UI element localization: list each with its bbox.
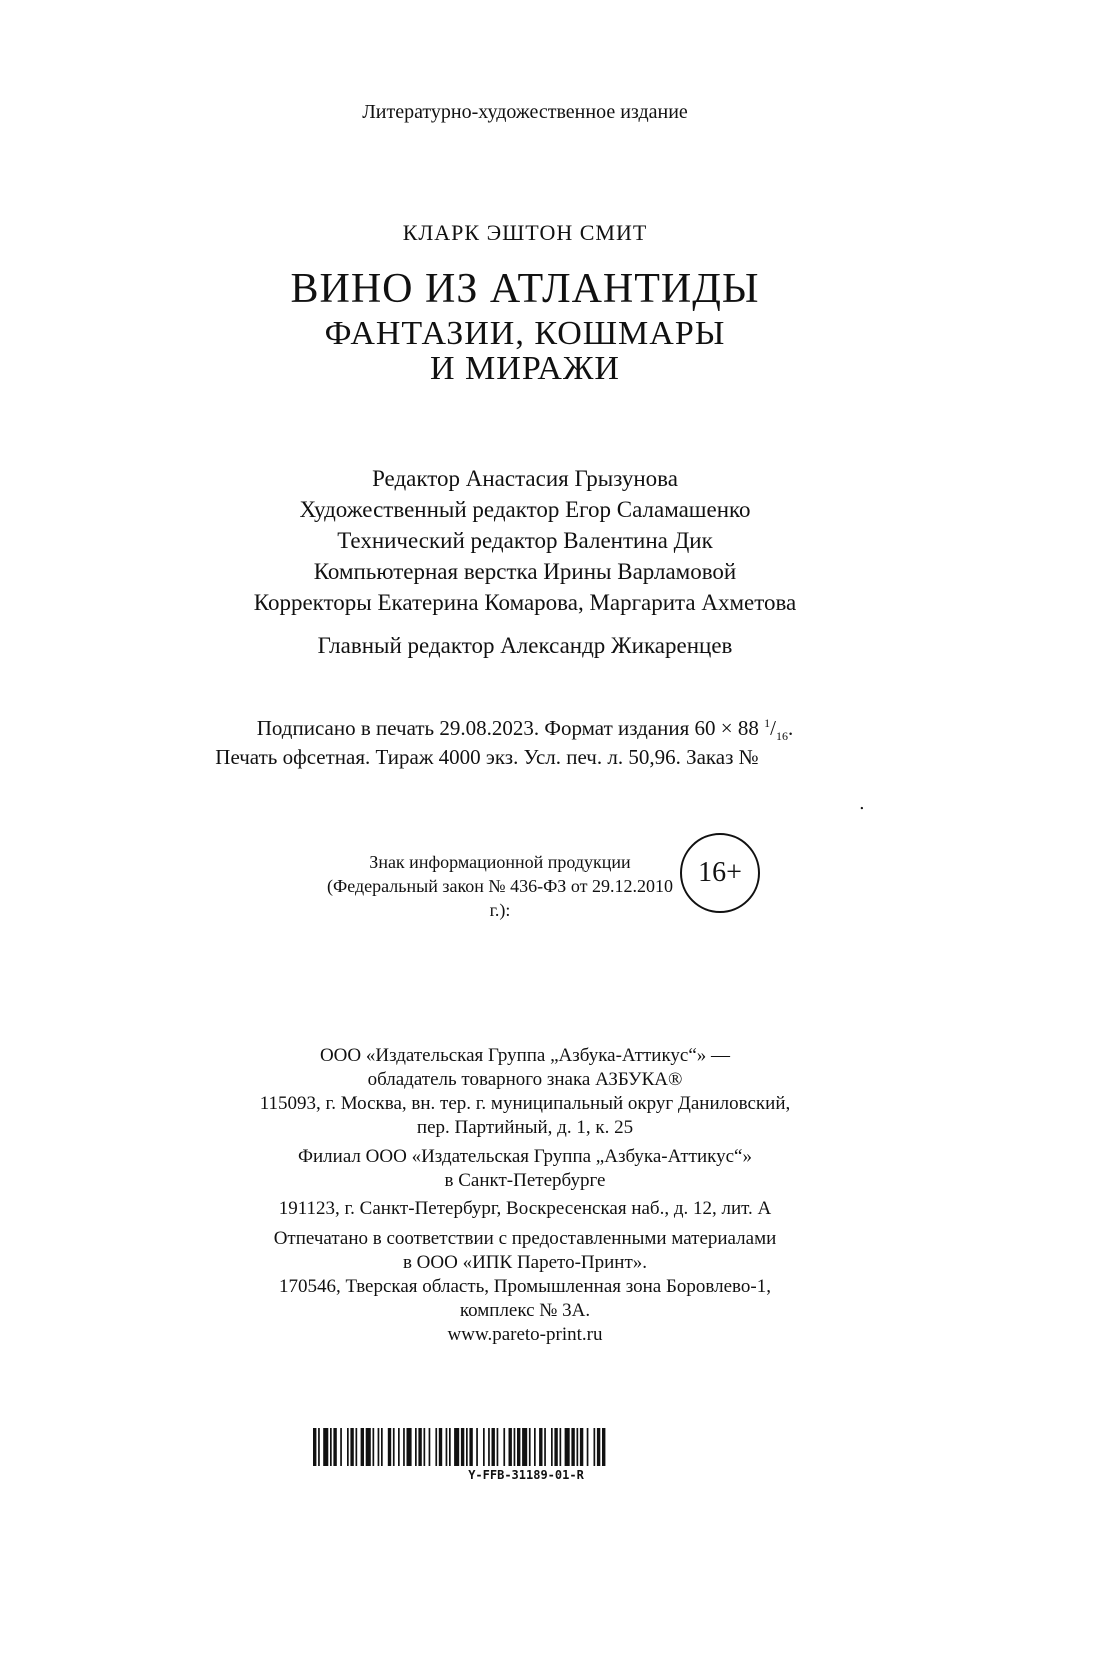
barcode-bar xyxy=(393,1428,395,1466)
barcode-bar xyxy=(577,1428,579,1466)
barcode-bar xyxy=(333,1428,336,1466)
print-info-line2: Печать офсетная. Тираж 4000 экз. Усл. печ. л. 50,96. Заказ № xyxy=(215,745,759,769)
print-info-main: Подписано в печать 29.08.2023. Формат издания 60 × 88 xyxy=(256,716,759,740)
imprint-url: www.pareto-print.ru xyxy=(447,1324,603,1345)
barcode-bar xyxy=(347,1428,349,1466)
imprint-line: ООО «Издательская Группа „Азбука-Аттикус“» — xyxy=(319,1045,731,1066)
barcode-bar xyxy=(514,1428,516,1466)
barcode-bar xyxy=(539,1428,542,1466)
barcode-bar xyxy=(361,1428,364,1466)
book-subtitle-line1: ФАНТАЗИИ, КОШМАРЫ xyxy=(324,315,726,352)
credit-proofreaders: Корректоры Екатерина Комарова, Маргарита Ахметова xyxy=(253,590,797,615)
barcode-bar xyxy=(435,1428,437,1466)
imprint-line: в ООО «ИПК Парето-Принт». xyxy=(402,1252,648,1273)
barcode-bar xyxy=(449,1428,451,1466)
barcode-bar xyxy=(350,1428,353,1466)
book-title: ВИНО ИЗ АТЛАНТИДЫ xyxy=(290,266,760,312)
print-info-line1 xyxy=(0,716,1050,744)
barcode-bar xyxy=(318,1428,320,1466)
barcode-bar xyxy=(403,1428,405,1466)
barcode-bar xyxy=(517,1428,520,1466)
barcode-bar xyxy=(503,1428,505,1466)
imprint-line: Отпечатано в соответствии с предоставленными материалами xyxy=(273,1228,777,1249)
barcode-bar xyxy=(446,1428,448,1466)
barcode-bar xyxy=(439,1428,442,1466)
barcode-bar xyxy=(466,1428,468,1466)
barcode-bar xyxy=(509,1428,512,1466)
barcode-bar xyxy=(330,1428,332,1466)
barcode-bar xyxy=(544,1428,546,1466)
barcode-bar xyxy=(551,1428,553,1466)
barcode-bar xyxy=(597,1428,600,1466)
barcode-code: Y-FFB-31189-01-R xyxy=(468,1468,584,1482)
barcode-bar xyxy=(580,1428,583,1466)
imprint-line: 170546, Тверская область, Промышленная зона Боровлево-1, xyxy=(279,1276,771,1297)
barcode-bar xyxy=(587,1428,589,1466)
barcode-bar xyxy=(340,1428,342,1466)
format-line-end: . xyxy=(788,716,794,740)
barcode-bar xyxy=(373,1428,375,1466)
barcode-bar xyxy=(565,1428,570,1466)
credit-editor: Редактор Анастасия Грызунова xyxy=(372,466,678,491)
barcode-bar xyxy=(388,1428,391,1466)
format-fraction-denominator: 16 xyxy=(776,729,788,744)
barcode-bar xyxy=(424,1428,426,1466)
imprint-line: в Санкт-Петербурге xyxy=(444,1170,606,1191)
imprint-line: Филиал ООО «Издательская Группа „Азбука-Аттикус“» xyxy=(298,1146,752,1167)
print-info-trailing-dot: . xyxy=(859,793,865,814)
barcode-bar xyxy=(476,1428,478,1466)
age-rating-badge: 16+ xyxy=(680,833,760,913)
barcode-bar xyxy=(418,1428,421,1466)
barcode-bar xyxy=(313,1428,316,1466)
credit-layout: Компьютерная верстка Ирины Варламовой xyxy=(313,559,737,584)
age-sign-label-line1: Знак информационной продукции xyxy=(369,852,631,872)
edition-type: Литературно-художественное издание xyxy=(362,101,688,123)
barcode-bar xyxy=(529,1428,531,1466)
barcode-bar xyxy=(594,1428,596,1466)
imprint-line: комплекс № 3А. xyxy=(459,1300,591,1321)
barcode-bar xyxy=(398,1428,400,1466)
barcode-bar xyxy=(554,1428,557,1466)
barcode-bar xyxy=(469,1428,472,1466)
barcode-bar xyxy=(461,1428,464,1466)
barcode-bar xyxy=(483,1428,485,1466)
barcode-bar xyxy=(415,1428,417,1466)
barcode-bar xyxy=(356,1428,358,1466)
imprint-line: пер. Партийный, д. 1, к. 25 xyxy=(416,1117,634,1138)
format-fraction-numerator: 1 xyxy=(764,716,771,730)
barcode-bar xyxy=(560,1428,562,1466)
credit-tech-editor: Технический редактор Валентина Дик xyxy=(337,528,713,553)
barcode xyxy=(313,1428,739,1466)
age-sign-label xyxy=(320,850,680,922)
barcode-bar xyxy=(602,1428,605,1466)
imprint-line: 115093, г. Москва, вн. тер. г. муниципальный округ Даниловский, xyxy=(259,1093,791,1114)
book-subtitle-line2: И МИРАЖИ xyxy=(430,350,620,387)
format-fraction-separator: / xyxy=(770,716,776,740)
credit-art-editor: Художественный редактор Егор Саламашенко xyxy=(299,497,751,522)
barcode-bar xyxy=(378,1428,380,1466)
book-author: КЛАРК ЭШТОН СМИТ xyxy=(402,220,648,245)
credit-chief-editor: Главный редактор Александр Жикаренцев xyxy=(317,633,733,658)
barcode-bar xyxy=(407,1428,412,1466)
barcode-bar xyxy=(492,1428,495,1466)
barcode-bar xyxy=(497,1428,499,1466)
age-sign-label-line2: (Федеральный закон № 436-ФЗ от 29.12.2010 г.): xyxy=(327,876,673,920)
barcode-bar xyxy=(366,1428,371,1466)
barcode-bar xyxy=(429,1428,431,1466)
imprint-line: обладатель товарного знака АЗБУКА® xyxy=(367,1069,683,1090)
imprint-line: 191123, г. Санкт-Петербург, Воскресенская наб., д. 12, лит. А xyxy=(278,1198,772,1219)
barcode-bar xyxy=(571,1428,574,1466)
barcode-bar xyxy=(454,1428,459,1466)
barcode-bar xyxy=(488,1428,490,1466)
barcode-bar xyxy=(522,1428,527,1466)
barcode-bar xyxy=(323,1428,328,1466)
barcode-bar xyxy=(381,1428,383,1466)
barcode-bar xyxy=(534,1428,536,1466)
